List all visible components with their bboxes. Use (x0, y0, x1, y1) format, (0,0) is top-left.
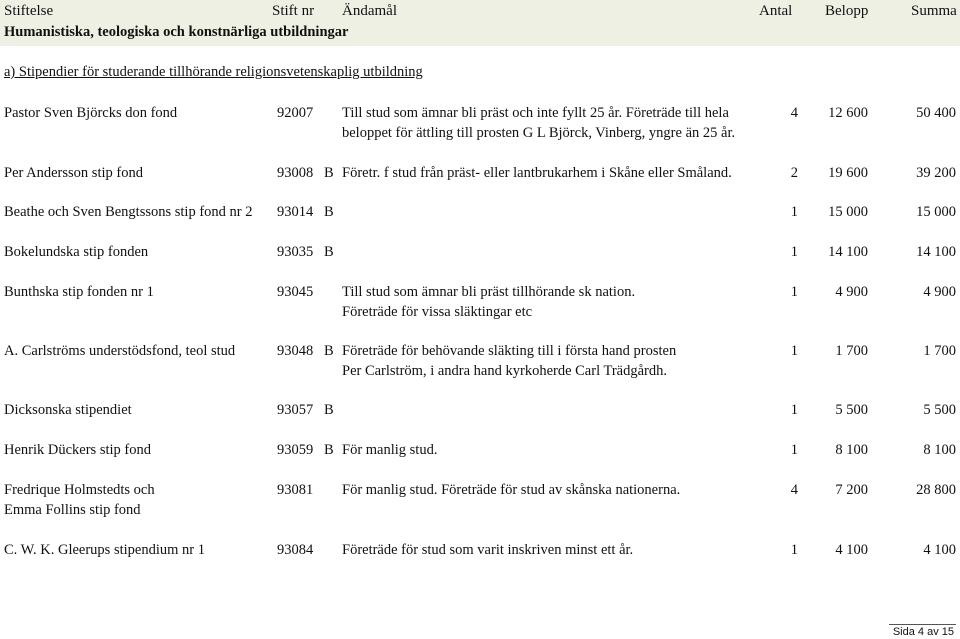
stiftelse-line: C. W. K. Gleerups stipendium nr 1 (4, 542, 205, 558)
stiftelse-line: Bunthska stip fonden nr 1 (4, 284, 154, 300)
b-flag-cell: B (324, 343, 334, 359)
belopp-cell: 1 700 (835, 343, 868, 359)
table-header (0, 0, 960, 46)
stift-nr-cell: 93045 (277, 284, 314, 300)
stiftelse-cell (4, 440, 151, 460)
summa-cell: 15 000 (916, 204, 956, 220)
antal-cell: 1 (790, 402, 798, 418)
andamal-line: Till stud som ämnar bli präst och inte fyllt 25 år. Företräde till hela (342, 105, 729, 121)
stift-nr-cell: 93057 (277, 402, 314, 418)
stiftelse-cell (4, 282, 154, 302)
col-header-antal: Antal (759, 3, 793, 19)
stift-nr-cell: 93014 (277, 204, 314, 220)
col-header-andamal: Ändamål (342, 3, 397, 19)
summa-cell: 5 500 (923, 402, 956, 418)
andamal-line: För manlig stud. Företräde för stud av skånska nationerna. (342, 482, 681, 498)
andamal-line: För manlig stud. (342, 442, 438, 458)
andamal-cell (342, 103, 735, 143)
stiftelse-cell (4, 480, 155, 520)
antal-cell: 1 (790, 204, 798, 220)
stiftelse-cell (4, 163, 143, 183)
b-flag-cell: B (324, 442, 334, 458)
stiftelse-line: Dicksonska stipendiet (4, 402, 132, 418)
andamal-line: Företr. f stud från präst- eller lantbrukarhem i Skåne eller Småland. (342, 165, 732, 181)
antal-cell: 1 (790, 442, 798, 458)
stiftelse-line: Henrik Dückers stip fond (4, 442, 151, 458)
summa-cell: 1 700 (923, 343, 956, 359)
stift-nr-cell: 93059 (277, 442, 314, 458)
stiftelse-line: Emma Follins stip fond (4, 502, 141, 518)
stift-nr-cell: 92007 (277, 105, 314, 121)
stiftelse-line: Bokelundska stip fonden (4, 244, 149, 260)
antal-cell: 1 (790, 542, 798, 558)
stiftelse-line: Per Andersson stip fond (4, 165, 143, 181)
stift-nr-cell: 93084 (277, 542, 314, 558)
summa-cell: 4 900 (923, 284, 956, 300)
b-flag-cell: B (324, 402, 334, 418)
col-header-stift-nr: Stift nr (272, 3, 315, 19)
summa-cell: 50 400 (916, 105, 956, 121)
andamal-cell (342, 282, 635, 322)
belopp-cell: 15 000 (828, 204, 868, 220)
antal-cell: 4 (790, 482, 798, 498)
antal-cell: 1 (790, 284, 798, 300)
summa-cell: 4 100 (923, 542, 956, 558)
stift-nr-cell: 93008 (277, 165, 314, 181)
belopp-cell: 8 100 (835, 442, 868, 458)
belopp-cell: 14 100 (828, 244, 868, 260)
summa-cell: 28 800 (916, 482, 956, 498)
stiftelse-cell (4, 341, 235, 361)
col-header-belopp: Belopp (825, 3, 869, 19)
stiftelse-cell (4, 540, 205, 560)
belopp-cell: 5 500 (835, 402, 868, 418)
andamal-cell (342, 540, 633, 560)
page-number: Sida 4 av 15 (889, 624, 956, 639)
stiftelse-cell (4, 242, 148, 262)
b-flag-cell: B (324, 204, 334, 220)
section-title: a) Stipendier för studerande tillhörande religionsvetenskaplig utbildning (4, 64, 423, 80)
b-flag-cell: B (324, 165, 334, 181)
summa-cell: 14 100 (916, 244, 956, 260)
belopp-cell: 12 600 (828, 105, 868, 121)
stiftelse-line: Beathe och Sven Bengtssons stip fond nr 2 (4, 204, 253, 220)
andamal-line: beloppet för ättling till prosten G L Björck, Vinberg, yngre än 25 år. (342, 125, 736, 141)
antal-cell: 1 (790, 244, 798, 260)
stiftelse-cell (4, 202, 253, 222)
stiftelse-line: A. Carlströms understödsfond, teol stud (4, 343, 236, 359)
stift-nr-cell: 93035 (277, 244, 314, 260)
col-header-stiftelse: Stiftelse (4, 3, 54, 19)
stiftelse-line: Pastor Sven Björcks don fond (4, 105, 178, 121)
antal-cell: 1 (790, 343, 798, 359)
belopp-cell: 7 200 (835, 482, 868, 498)
summa-cell: 39 200 (916, 165, 956, 181)
belopp-cell: 4 100 (835, 542, 868, 558)
stift-nr-cell: 93081 (277, 482, 314, 498)
stiftelse-line: Fredrique Holmstedts och (4, 482, 155, 498)
andamal-line: Företräde för stud som varit inskriven minst ett år. (342, 542, 634, 558)
belopp-cell: 19 600 (828, 165, 868, 181)
col-header-summa: Summa (911, 3, 957, 19)
stiftelse-cell (4, 400, 132, 420)
summa-cell: 8 100 (923, 442, 956, 458)
andamal-line: Företräde för behövande släkting till i första hand prosten (342, 343, 677, 359)
andamal-line: Till stud som ämnar bli präst tillhörande sk nation. (342, 284, 636, 300)
andamal-cell (342, 341, 676, 381)
stift-nr-cell: 93048 (277, 343, 314, 359)
antal-cell: 2 (790, 165, 798, 181)
andamal-cell (342, 163, 732, 183)
andamal-cell (342, 480, 680, 500)
antal-cell: 4 (790, 105, 798, 121)
stiftelse-cell (4, 103, 177, 123)
andamal-line: Per Carlström, i andra hand kyrkoherde Carl Trädgårdh. (342, 363, 667, 379)
belopp-cell: 4 900 (835, 284, 868, 300)
b-flag-cell: B (324, 244, 334, 260)
andamal-cell (342, 440, 437, 460)
andamal-line: Företräde för vissa släktingar etc (342, 304, 533, 320)
category-title: Humanistiska, teologiska och konstnärliga utbildningar (4, 24, 349, 40)
